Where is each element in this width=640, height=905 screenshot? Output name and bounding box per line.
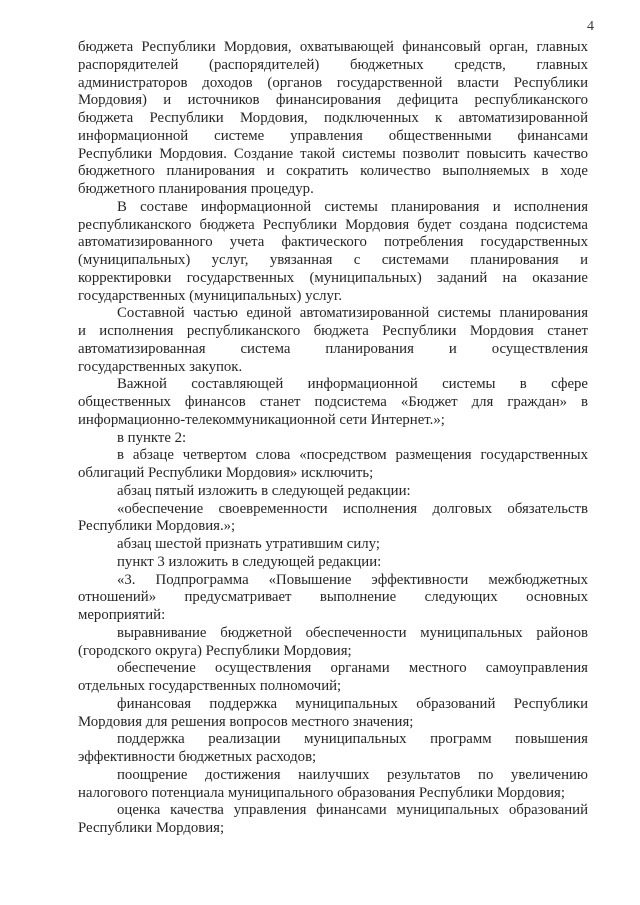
paragraph bbox=[78, 554, 588, 572]
text-line: отдельных государственных полномочий; bbox=[78, 678, 342, 694]
paragraph bbox=[78, 501, 588, 537]
paragraph bbox=[78, 731, 588, 767]
text-line: В составе информационной системы планирования и исполнения bbox=[117, 198, 588, 215]
text-line: распорядителей (распорядителей) бюджетных средств, главных bbox=[78, 56, 588, 73]
text-line: Республики Мордовия.»; bbox=[78, 518, 236, 535]
text-line: Составной частью единой автоматизированной системы планирования bbox=[117, 305, 588, 322]
text-line: корректировки государственных (муниципальных) заданий на оказание bbox=[78, 269, 588, 286]
text-line: «обеспечение своевременности исполнения долговых обязательств bbox=[117, 500, 588, 517]
text-line: поощрение достижения наилучших результатов по увеличению bbox=[117, 766, 588, 783]
text-line: эффективности бюджетных расходов; bbox=[78, 749, 317, 765]
text-line: налогового потенциала муниципального образования Республики Мордовия; bbox=[78, 784, 565, 801]
text-line: отношений» предусматривает выполнение следующих основных bbox=[78, 589, 588, 606]
text-line: бюджета Республики Мордовия, подключенных к автоматизированной bbox=[78, 110, 588, 126]
text-line: финансовая поддержка муниципальных образований Республики bbox=[117, 695, 588, 712]
text-line: республиканского бюджета Республики Мордовия будет создана подсистема bbox=[78, 216, 588, 233]
paragraph bbox=[78, 572, 588, 625]
text-line: государственных закупок. bbox=[78, 358, 243, 375]
text-line: информационной системе управления общественными финансами bbox=[78, 127, 588, 144]
paragraph bbox=[78, 625, 588, 661]
paragraph bbox=[78, 483, 588, 501]
text-line: в абзаце четвертом слова «посредством размещения государственных bbox=[117, 447, 588, 464]
text-line: (городского округа) Республики Мордовия; bbox=[78, 642, 352, 659]
text-line: абзац шестой признать утратившим силу; bbox=[117, 536, 380, 552]
paragraph bbox=[78, 447, 588, 483]
text-line: бюджетного планирования процедур. bbox=[78, 181, 314, 197]
text-line: Республики Мордовия; bbox=[78, 820, 225, 836]
text-line: оценка качества управления финансами муниципальных образований bbox=[117, 802, 588, 819]
text-line: администраторов доходов (органов государственной власти Республики bbox=[78, 74, 588, 91]
text-line: Важной составляющей информационной системы в сфере bbox=[117, 376, 588, 393]
page-number: 4 bbox=[587, 19, 594, 34]
text-line: «3. Подпрограмма «Повышение эффективности межбюджетных bbox=[117, 571, 588, 588]
text-line: абзац пятый изложить в следующей редакции: bbox=[117, 482, 411, 499]
text-line: бюджета Республики Мордовия, охватывающей финансовый орган, главных bbox=[78, 39, 588, 55]
paragraph bbox=[78, 305, 588, 376]
paragraph bbox=[78, 802, 588, 838]
paragraph bbox=[78, 767, 588, 803]
text-line: Мордовия для решения вопросов местного значения; bbox=[78, 713, 414, 730]
text-line: бюджетного планирования и сократить количество выполняемых в ходе bbox=[78, 163, 588, 180]
paragraph bbox=[78, 536, 588, 554]
text-line: автоматизированная система планирования и осуществления bbox=[78, 340, 588, 357]
text-line: в пункте 2: bbox=[117, 429, 187, 446]
text-line: информационно-телекоммуникационной сети Интернет.»; bbox=[78, 411, 445, 428]
text-line: мероприятий: bbox=[78, 607, 166, 623]
paragraph bbox=[78, 696, 588, 732]
text-line: Мордовия) и источников финансирования дефицита республиканского bbox=[78, 92, 588, 109]
text-line: выравнивание бюджетной обеспеченности муниципальных районов bbox=[117, 624, 588, 641]
paragraph bbox=[78, 376, 588, 429]
text-line: государственных (муниципальных) услуг. bbox=[78, 287, 343, 304]
document-body bbox=[78, 39, 588, 838]
paragraph bbox=[78, 39, 588, 199]
paragraph bbox=[78, 660, 588, 696]
text-line: (муниципальных) услуг, увязанная с системами планирования и bbox=[78, 252, 588, 268]
text-line: общественных финансов станет подсистема «Бюджет для граждан» в bbox=[78, 394, 588, 410]
text-line: облигаций Республики Мордовия» исключить; bbox=[78, 465, 374, 481]
text-line: автоматизированного учета фактического потребления государственных bbox=[78, 234, 588, 251]
text-line: и исполнения республиканского бюджета Республики Мордовия станет bbox=[78, 323, 588, 339]
text-line: обеспечение осуществления органами местного самоуправления bbox=[117, 660, 588, 677]
paragraph bbox=[78, 199, 588, 306]
text-line: Республики Мордовия. Создание такой системы позволит повысить качество bbox=[78, 145, 588, 162]
text-line: поддержка реализации муниципальных программ повышения bbox=[117, 731, 588, 748]
paragraph bbox=[78, 430, 588, 448]
text-line: пункт 3 изложить в следующей редакции: bbox=[117, 553, 382, 570]
